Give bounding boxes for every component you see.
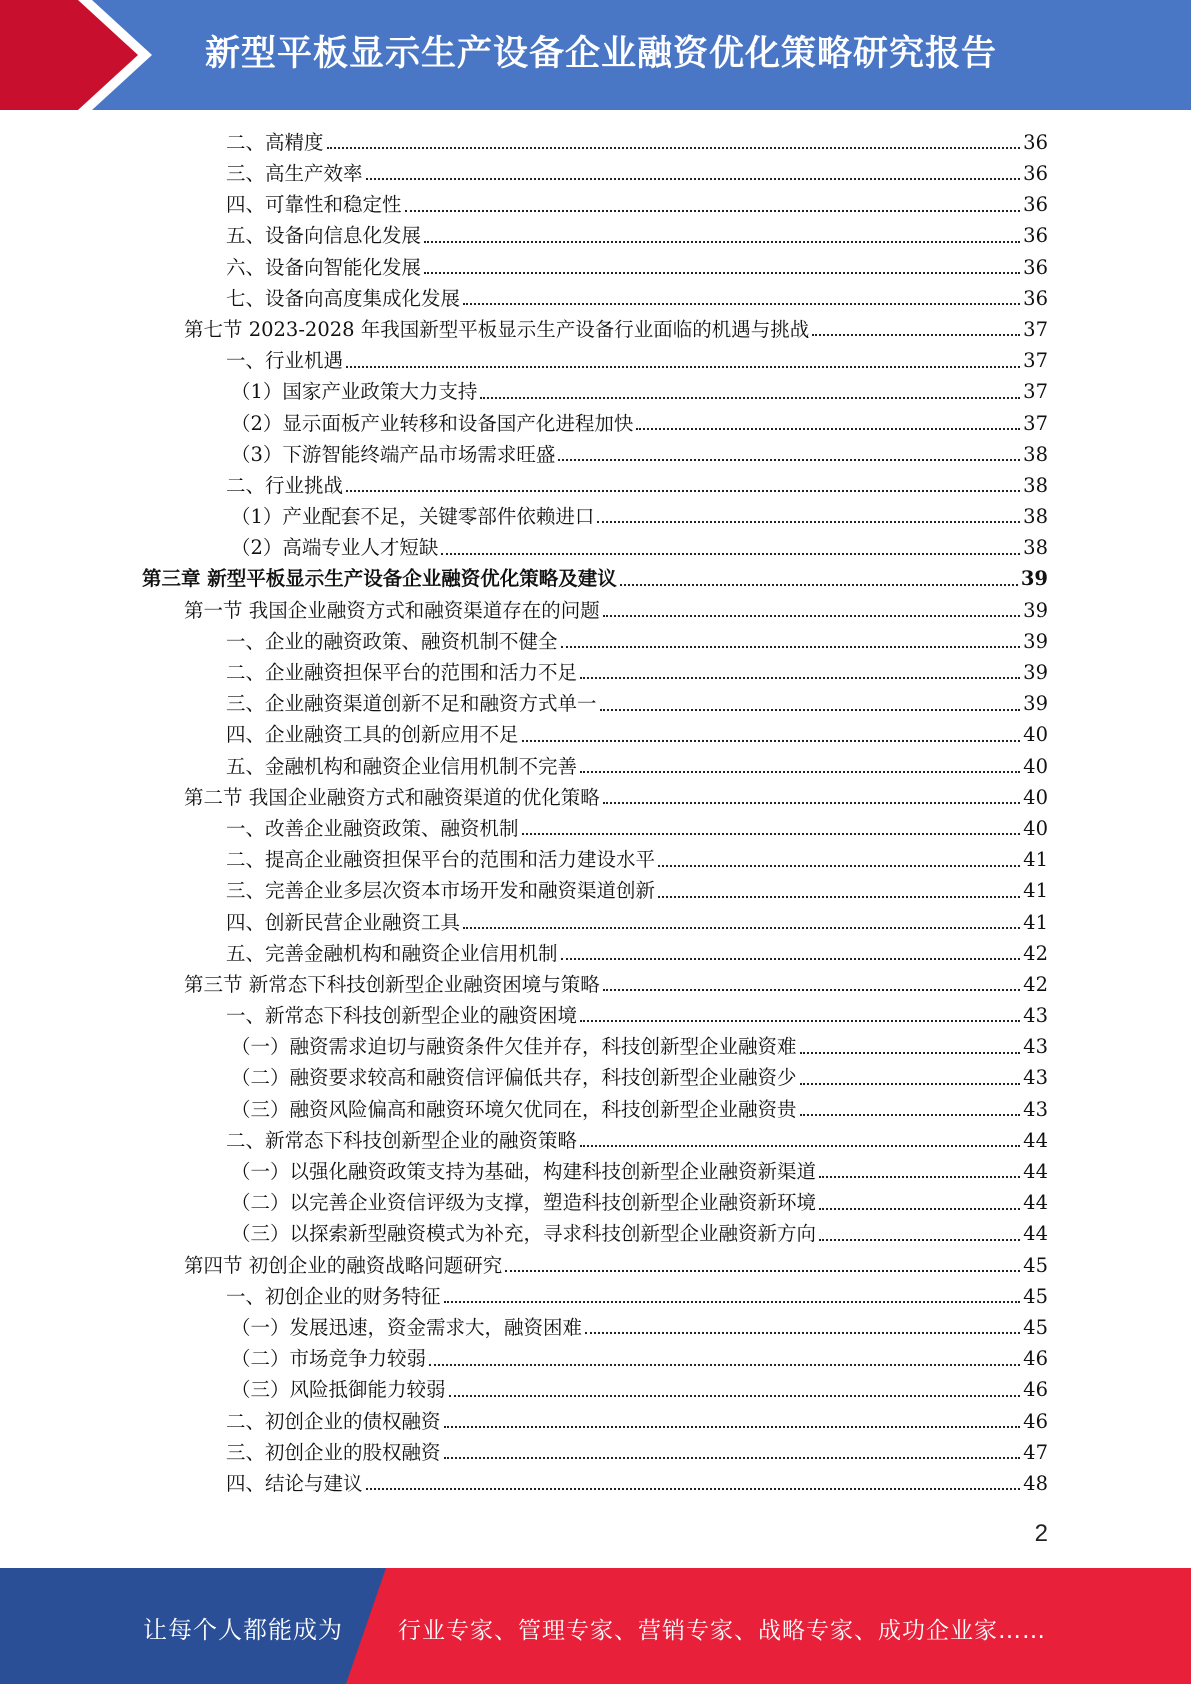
toc-entry-page: 39 [1023, 692, 1048, 716]
toc-entry[interactable] [0, 595, 1191, 626]
toc-entry-page: 40 [1023, 754, 1048, 778]
toc-entry-title: （三）融资风险偏高和融资环境欠优同在，科技创新型企业融资贵 [231, 1097, 797, 1121]
toc-entry[interactable] [0, 189, 1191, 220]
toc-dot-leader [558, 459, 1020, 461]
toc-entry-title: （2）高端专业人才短缺 [231, 536, 439, 560]
toc-entry-title: 第三章 新型平板显示生产设备企业融资优化策略及建议 [142, 567, 617, 591]
toc-entry-title: 四、创新民营企业融资工具 [226, 910, 461, 934]
toc-entry-title: 一、改善企业融资政策、融资机制 [226, 816, 519, 840]
toc-entry-title: 四、可靠性和稳定性 [226, 193, 402, 217]
toc-entry-title: （一）发展迅速，资金需求大，融资困难 [231, 1315, 583, 1339]
toc-entry-page: 45 [1023, 1315, 1048, 1339]
toc-entry-page: 36 [1023, 255, 1048, 279]
toc-entry-page: 44 [1023, 1222, 1048, 1246]
toc-entry-title: 二、高精度 [226, 130, 324, 154]
toc-entry-page: 40 [1023, 723, 1048, 747]
toc-entry-page: 36 [1023, 130, 1048, 154]
toc-entry-page: 43 [1023, 1004, 1048, 1028]
toc-entry[interactable] [0, 408, 1191, 439]
toc-entry-page: 48 [1023, 1471, 1048, 1495]
toc-entry-title: （一）融资需求迫切与融资条件欠佳并存，科技创新型企业融资难 [231, 1035, 797, 1059]
toc-entry-page: 42 [1023, 941, 1048, 965]
toc-entry-title: 一、初创企业的财务特征 [226, 1284, 441, 1308]
toc-entry[interactable] [0, 1468, 1191, 1499]
toc-entry[interactable] [0, 626, 1191, 657]
toc-dot-leader [346, 366, 1020, 368]
toc-entry[interactable] [0, 1343, 1191, 1374]
toc-entry[interactable] [0, 377, 1191, 408]
toc-dot-leader [441, 553, 1020, 555]
toc-entry-title: 七、设备向高度集成化发展 [226, 286, 461, 310]
toc-entry-title: 第四节 初创企业的融资战略问题研究 [184, 1253, 503, 1277]
toc-entry-title: （1）国家产业政策大力支持 [231, 380, 478, 404]
toc-entry[interactable] [0, 564, 1191, 595]
toc-entry[interactable] [0, 657, 1191, 688]
toc-dot-leader [580, 771, 1020, 773]
toc-entry[interactable] [0, 844, 1191, 875]
toc-entry[interactable] [0, 252, 1191, 283]
toc-entry-title: 三、完善企业多层次资本市场开发和融资渠道创新 [226, 879, 656, 903]
toc-dot-leader [800, 1083, 1021, 1085]
toc-entry-page: 46 [1023, 1409, 1048, 1433]
toc-entry[interactable] [0, 1219, 1191, 1250]
toc-entry[interactable] [0, 532, 1191, 563]
toc-dot-leader [327, 147, 1021, 149]
toc-dot-leader [444, 1426, 1021, 1428]
toc-entry-title: 二、初创企业的债权融资 [226, 1409, 441, 1433]
toc-entry-page: 37 [1023, 349, 1048, 373]
toc-dot-leader [405, 210, 1021, 212]
toc-entry-title: （1）产业配套不足，关键零部件依赖进口 [231, 505, 595, 529]
toc-dot-leader [580, 677, 1020, 679]
toc-dot-leader [585, 1332, 1020, 1334]
toc-entry-page: 36 [1023, 224, 1048, 248]
toc-entry[interactable] [0, 501, 1191, 532]
toc-dot-leader [580, 1020, 1020, 1022]
toc-dot-leader [800, 1052, 1021, 1054]
toc-dot-leader [366, 178, 1021, 180]
toc-dot-leader [346, 490, 1020, 492]
toc-entry-title: （三）以探索新型融资模式为补充，寻求科技创新型企业融资新方向 [231, 1222, 817, 1246]
toc-entry-page: 43 [1023, 1066, 1048, 1090]
toc-entry[interactable] [0, 1250, 1191, 1281]
toc-entry-title: 二、企业融资担保平台的范围和活力不足 [226, 661, 578, 685]
toc-entry-title: 第三节 新常态下科技创新型企业融资困境与策略 [184, 972, 600, 996]
toc-entry-title: 三、初创企业的股权融资 [226, 1440, 441, 1464]
toc-entry-title: 二、新常态下科技创新型企业的融资策略 [226, 1128, 578, 1152]
toc-entry[interactable] [0, 127, 1191, 158]
toc-dot-leader [366, 1488, 1021, 1490]
toc-entry-title: 五、金融机构和融资企业信用机制不完善 [226, 754, 578, 778]
toc-entry-page: 38 [1023, 442, 1048, 466]
toc-dot-leader [580, 1145, 1020, 1147]
toc-dot-leader [603, 615, 1020, 617]
toc-dot-leader [561, 646, 1021, 648]
toc-entry-page: 43 [1023, 1097, 1048, 1121]
toc-entry-title: 四、结论与建议 [226, 1471, 363, 1495]
toc-entry[interactable] [0, 470, 1191, 501]
toc-entry-page: 39 [1023, 661, 1048, 685]
toc-dot-leader [812, 334, 1020, 336]
toc-entry-page: 40 [1023, 816, 1048, 840]
toc-dot-leader [424, 272, 1020, 274]
footer-slogan-right: 行业专家、管理专家、营销专家、战略专家、成功企业家…… [398, 1618, 1046, 1644]
toc-entry[interactable] [0, 1094, 1191, 1125]
toc-dot-leader [444, 1457, 1021, 1459]
toc-entry[interactable] [0, 1312, 1191, 1343]
toc-dot-leader [620, 584, 1018, 586]
toc-dot-leader [658, 865, 1020, 867]
toc-entry[interactable] [0, 1031, 1191, 1062]
toc-entry-page: 38 [1023, 505, 1048, 529]
toc-entry[interactable] [0, 813, 1191, 844]
page-number: 2 [1034, 1520, 1048, 1547]
toc-entry-page: 42 [1023, 972, 1048, 996]
toc-entry-page: 44 [1023, 1191, 1048, 1215]
toc-entry[interactable] [0, 1437, 1191, 1468]
toc-entry-page: 40 [1023, 785, 1048, 809]
toc-entry[interactable] [0, 314, 1191, 345]
toc-entry-page: 41 [1023, 879, 1048, 903]
toc-entry[interactable] [0, 1063, 1191, 1094]
toc-entry[interactable] [0, 1375, 1191, 1406]
toc-entry[interactable] [0, 158, 1191, 189]
toc-entry-title: 第一节 我国企业融资方式和融资渠道存在的问题 [184, 598, 600, 622]
toc-dot-leader [597, 521, 1020, 523]
table-of-contents [0, 127, 1191, 1499]
toc-entry-page: 37 [1023, 380, 1048, 404]
toc-dot-leader [522, 740, 1021, 742]
toc-entry[interactable] [0, 969, 1191, 1000]
toc-entry-title: （三）风险抵御能力较弱 [231, 1378, 446, 1402]
toc-entry-page: 36 [1023, 286, 1048, 310]
toc-entry[interactable] [0, 938, 1191, 969]
report-title: 新型平板显示生产设备企业融资优化策略研究报告 [205, 34, 998, 74]
toc-entry-page: 36 [1023, 193, 1048, 217]
toc-entry-title: （二）融资要求较高和融资信评偏低共存，科技创新型企业融资少 [231, 1066, 797, 1090]
report-footer [0, 1568, 1191, 1684]
toc-entry-title: 六、设备向智能化发展 [226, 255, 422, 279]
toc-entry[interactable] [0, 751, 1191, 782]
toc-entry[interactable] [0, 1125, 1191, 1156]
toc-entry[interactable] [0, 688, 1191, 719]
toc-entry-page: 41 [1023, 848, 1048, 872]
toc-entry[interactable] [0, 907, 1191, 938]
footer-slogan-left: 让每个人都能成为 [143, 1616, 343, 1644]
toc-entry-page: 46 [1023, 1347, 1048, 1371]
toc-dot-leader [603, 802, 1020, 804]
toc-entry-page: 45 [1023, 1284, 1048, 1308]
toc-dot-leader [449, 1395, 1021, 1397]
toc-entry-title: 三、企业融资渠道创新不足和融资方式单一 [226, 692, 597, 716]
toc-dot-leader [819, 1239, 1020, 1241]
toc-dot-leader [636, 428, 1020, 430]
toc-entry-page: 44 [1023, 1160, 1048, 1184]
toc-entry-page: 46 [1023, 1378, 1048, 1402]
toc-entry-page: 39 [1023, 598, 1048, 622]
toc-entry-page: 39 [1023, 629, 1048, 653]
toc-entry[interactable] [0, 221, 1191, 252]
toc-entry-title: （二）市场竞争力较弱 [231, 1347, 427, 1371]
toc-entry[interactable] [0, 1281, 1191, 1312]
toc-entry-title: 三、高生产效率 [226, 162, 363, 186]
toc-dot-leader [561, 958, 1021, 960]
toc-dot-leader [600, 709, 1021, 711]
toc-entry-title: 五、完善金融机构和融资企业信用机制 [226, 941, 558, 965]
toc-entry-page: 36 [1023, 162, 1048, 186]
toc-dot-leader [463, 927, 1020, 929]
toc-entry[interactable] [0, 1187, 1191, 1218]
toc-entry-page: 43 [1023, 1035, 1048, 1059]
toc-entry-page: 37 [1023, 411, 1048, 435]
toc-entry[interactable] [0, 1406, 1191, 1437]
toc-entry-title: 五、设备向信息化发展 [226, 224, 422, 248]
toc-entry-page: 47 [1023, 1440, 1048, 1464]
toc-dot-leader [522, 833, 1021, 835]
toc-dot-leader [463, 303, 1020, 305]
toc-entry-title: （一）以强化融资政策支持为基础，构建科技创新型企业融资新渠道 [231, 1160, 817, 1184]
toc-dot-leader [800, 1114, 1021, 1116]
toc-entry-title: （二）以完善企业资信评级为支撑，塑造科技创新型企业融资新环境 [231, 1191, 817, 1215]
toc-entry[interactable] [0, 720, 1191, 751]
toc-dot-leader [480, 397, 1020, 399]
toc-entry-title: （3）下游智能终端产品市场需求旺盛 [231, 442, 556, 466]
toc-entry[interactable] [0, 1156, 1191, 1187]
toc-entry-page: 45 [1023, 1253, 1048, 1277]
toc-entry-title: 二、提高企业融资担保平台的范围和活力建设水平 [226, 848, 656, 872]
toc-entry[interactable] [0, 345, 1191, 376]
toc-entry[interactable] [0, 876, 1191, 907]
toc-entry-page: 37 [1023, 317, 1048, 341]
toc-entry-page: 38 [1023, 536, 1048, 560]
toc-entry-title: 四、企业融资工具的创新应用不足 [226, 723, 519, 747]
toc-entry[interactable] [0, 1000, 1191, 1031]
toc-entry-title: 二、行业挑战 [226, 473, 344, 497]
toc-entry-page: 44 [1023, 1128, 1048, 1152]
report-header [0, 0, 1191, 110]
toc-dot-leader [444, 1301, 1021, 1303]
toc-dot-leader [429, 1364, 1020, 1366]
toc-entry[interactable] [0, 439, 1191, 470]
toc-dot-leader [603, 989, 1020, 991]
toc-dot-leader [658, 896, 1020, 898]
toc-entry-page: 38 [1023, 473, 1048, 497]
toc-entry-title: 一、企业的融资政策、融资机制不健全 [226, 629, 558, 653]
toc-entry-page: 41 [1023, 910, 1048, 934]
toc-entry-title: 一、新常态下科技创新型企业的融资困境 [226, 1004, 578, 1028]
toc-dot-leader [819, 1176, 1020, 1178]
toc-entry[interactable] [0, 283, 1191, 314]
toc-entry-title: （2）显示面板产业转移和设备国产化进程加快 [231, 411, 634, 435]
toc-entry-title: 一、行业机遇 [226, 349, 344, 373]
toc-entry-title: 第二节 我国企业融资方式和融资渠道的优化策略 [184, 785, 600, 809]
toc-entry-page: 39 [1020, 567, 1048, 591]
toc-dot-leader [819, 1208, 1020, 1210]
toc-entry-title: 第七节 2023-2028 年我国新型平板显示生产设备行业面临的机遇与挑战 [184, 317, 810, 341]
toc-entry[interactable] [0, 782, 1191, 813]
toc-dot-leader [424, 241, 1020, 243]
toc-dot-leader [505, 1270, 1020, 1272]
